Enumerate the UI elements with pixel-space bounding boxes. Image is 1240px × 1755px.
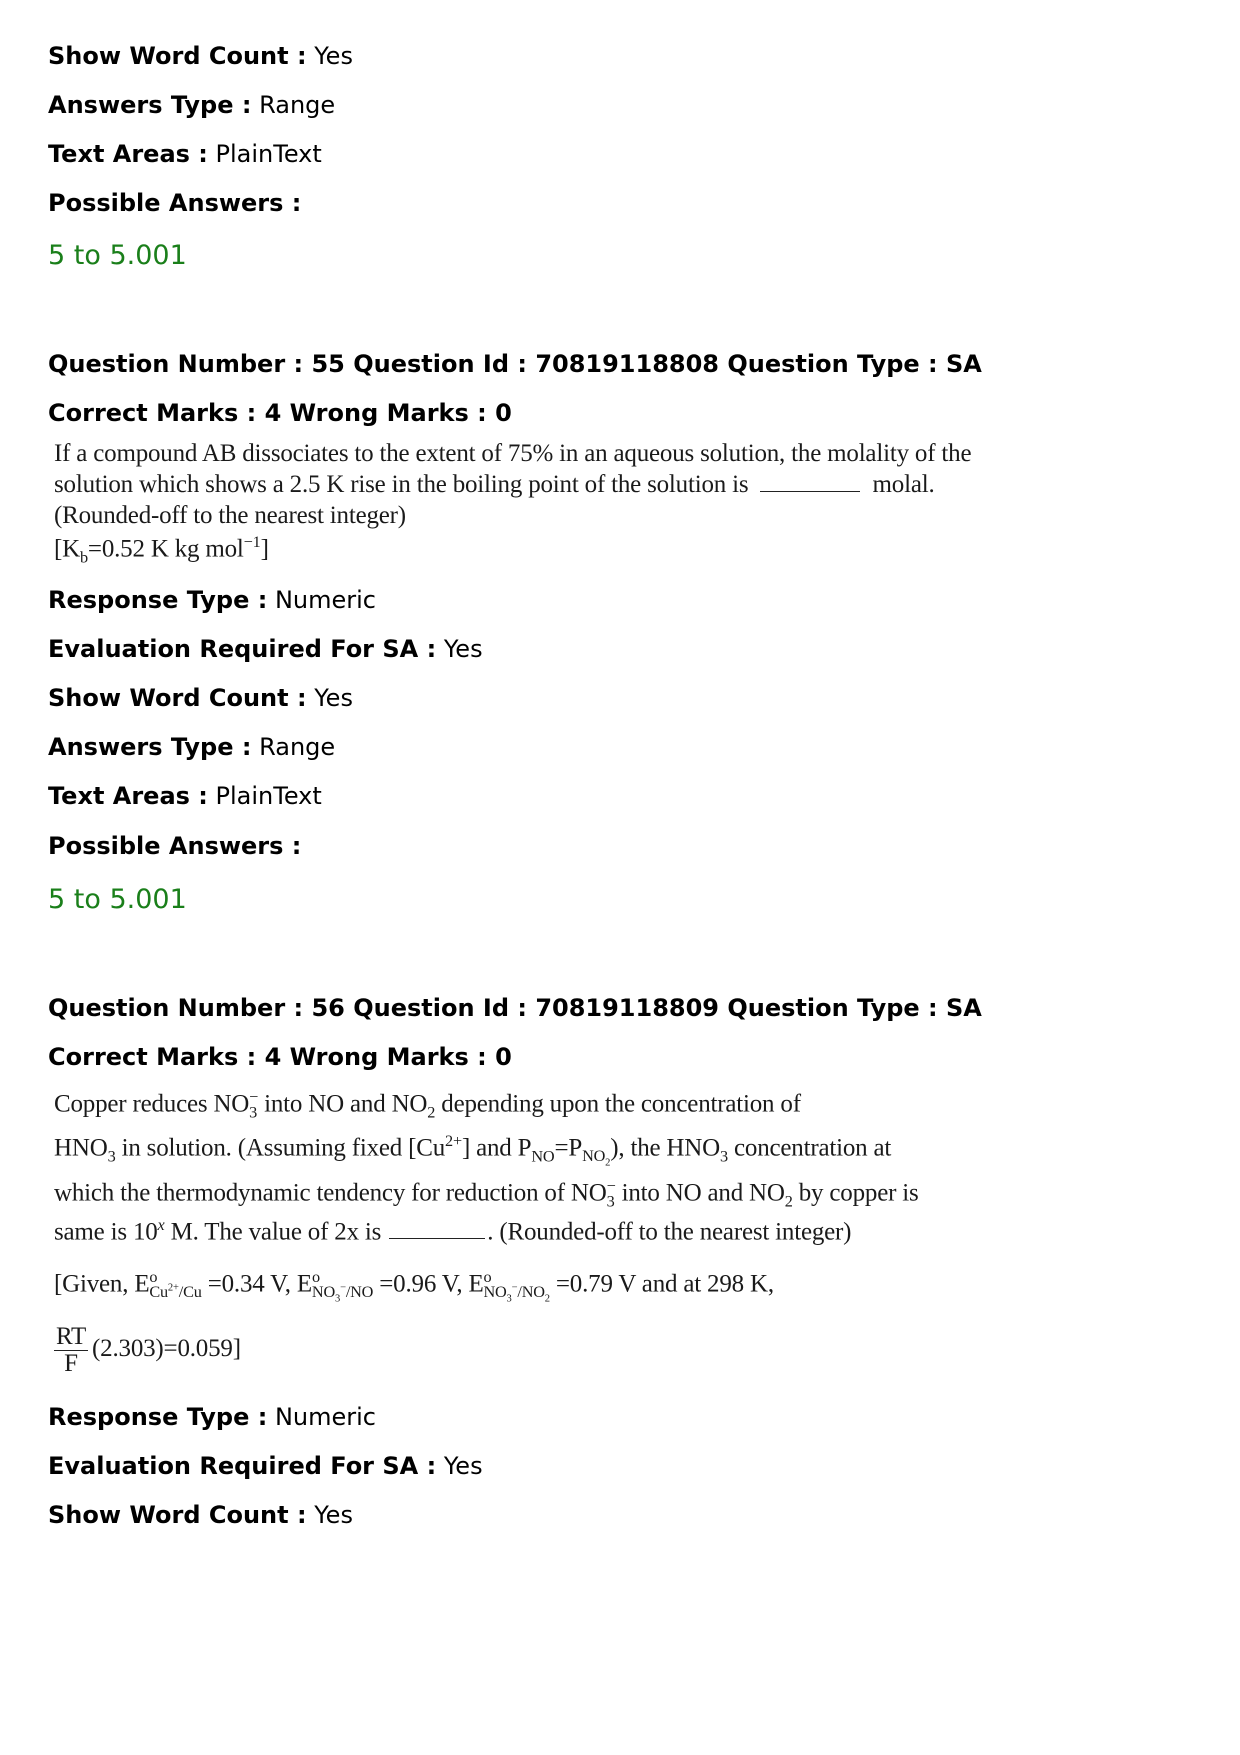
field-label: Text Areas : <box>48 140 208 168</box>
marks-text: Correct Marks : 4 Wrong Marks : 0 <box>48 399 512 427</box>
field-value: Yes <box>314 684 353 712</box>
q56-text: depending upon the concentration of <box>441 1090 801 1118</box>
possible-answers-row <box>48 188 301 218</box>
q56-text: =0.79 V and at 298 K, <box>555 1270 774 1298</box>
q56-evaluation-row <box>48 1451 483 1481</box>
q56-response-type-row <box>48 1402 376 1432</box>
field-label: Answers Type : <box>48 91 252 119</box>
q56-text: =P <box>554 1134 583 1162</box>
q56-line-1: Copper reduces $NO_3^-$ into NO and $NO_2$ depending upon the concentration of <box>54 1088 801 1122</box>
field-value: Yes <box>314 42 353 70</box>
q56-text: which the thermodynamic tendency for reduction of NO <box>54 1179 607 1207</box>
q56-line-4: same is 10$^x$ M. The value of 2x is . (Rounded-off to the nearest integer) <box>54 1216 852 1246</box>
q56-text: same is 10 <box>54 1218 158 1246</box>
kb-subscript: b <box>79 548 88 567</box>
q55-possible-answers-row <box>48 831 301 861</box>
q55-line-1: If a compound AB dissociates to the extent of 75% in an aqueous solution, the molality of the <box>54 440 972 467</box>
field-label: Text Areas : <box>48 782 208 810</box>
q55-evaluation-row <box>48 634 483 664</box>
q55-show-word-count-row <box>48 683 353 713</box>
q55-question-text <box>54 440 972 567</box>
rt-over-f-fraction <box>54 1324 88 1377</box>
q56-text: HNO <box>54 1134 108 1162</box>
question-header-text: Question Number : 55 Question Id : 70819118808 Question Type : SA <box>48 350 982 378</box>
q56-text: in solution. (Assuming fixed [Cu <box>121 1134 446 1162</box>
q55-answers-type-row <box>48 732 335 762</box>
text-areas-row <box>48 139 322 169</box>
field-value: Yes <box>314 1501 353 1529</box>
possible-answer-value: 5 to 5.001 <box>48 240 187 271</box>
field-label: Response Type : <box>48 586 268 614</box>
q55-line-2-unit: molal. <box>872 471 935 498</box>
field-label: Possible Answers : <box>48 189 302 217</box>
field-value: Yes <box>443 635 483 663</box>
kb-superscript: −1 <box>243 533 261 551</box>
field-label: Evaluation Required For SA : <box>48 635 437 663</box>
field-label: Answers Type : <box>48 733 252 761</box>
q56-text: [Given, E <box>54 1270 150 1298</box>
q56-text: . (Rounded-off to the nearest integer) <box>487 1218 852 1246</box>
answer-blank <box>389 1224 485 1239</box>
answer-blank <box>760 477 860 492</box>
q56-text: ), the HNO <box>610 1134 720 1162</box>
question-header-text: Question Number : 56 Question Id : 70819118809 Question Type : SA <box>48 994 982 1022</box>
q55-line-2 <box>54 471 950 499</box>
marks-text: Correct Marks : 4 Wrong Marks : 0 <box>48 1043 512 1071</box>
q55-marks <box>48 398 512 428</box>
q55-response-type-row <box>48 585 376 615</box>
q56-line-5: [Given, $E^o_{Cu^{2+}/Cu} =0.34$ V, $E^o_{NO_3^-/NO} =0.96$ V, $E^o_{NO_3^-/NO_2} =0.79$ V and at 298 K, <box>54 1268 774 1305</box>
kb-value: =0.52 K kg mol <box>87 535 244 563</box>
fraction-numerator: RT <box>56 1323 87 1350</box>
field-value: Numeric <box>274 1403 376 1431</box>
q56-text: by copper is <box>798 1179 919 1207</box>
field-label: Response Type : <box>48 1403 268 1431</box>
q55-header <box>48 349 982 379</box>
field-value: Range <box>259 91 336 119</box>
q56-line-6 <box>54 1324 241 1377</box>
q55-text-areas-row <box>48 781 322 811</box>
field-value: PlainText <box>215 782 322 810</box>
fraction-denominator: F <box>64 1350 78 1377</box>
q56-marks <box>48 1042 512 1072</box>
q56-text: M. The value of 2x is <box>170 1218 382 1246</box>
field-label: Evaluation Required For SA : <box>48 1452 437 1480</box>
q56-question-text <box>54 1088 954 1388</box>
kb-close: ] <box>260 535 269 563</box>
q55-line-4 <box>54 533 269 567</box>
q56-show-word-count-row <box>48 1500 353 1530</box>
q56-line-2: $HNO_3$ in solution. (Assuming fixed $[Cu^{2+}]$ and $P_{NO}=P_{NO_2}$), the $HNO_3$ concentration at <box>54 1132 892 1169</box>
field-value: PlainText <box>215 140 322 168</box>
answers-type-row <box>48 90 335 120</box>
field-label: Show Word Count : <box>48 1501 307 1529</box>
show-word-count-row <box>48 41 353 71</box>
q56-text: =0.96 V, E <box>379 1270 484 1298</box>
field-label: Show Word Count : <box>48 684 307 712</box>
q56-text: into NO and NO <box>621 1179 785 1207</box>
field-label: Possible Answers : <box>48 832 302 860</box>
q56-line-3: which the thermodynamic tendency for reduction of $NO_3^-$ into NO and $NO_2$ by copper is <box>54 1177 919 1211</box>
q56-header <box>48 993 982 1023</box>
q56-text: ] and P <box>461 1134 532 1162</box>
field-value: Yes <box>443 1452 483 1480</box>
field-value: Numeric <box>274 586 376 614</box>
q55-line-2-text: solution which shows a 2.5 K rise in the boiling point of the solution is <box>54 471 749 498</box>
kb-bracket: [K <box>54 535 80 563</box>
q55-line-3: (Rounded-off to the nearest integer) <box>54 502 406 529</box>
q55-possible-answer-value: 5 to 5.001 <box>48 884 187 915</box>
q56-text: concentration at <box>734 1134 892 1162</box>
q56-text: (2.303)=0.059] <box>92 1335 241 1363</box>
field-value: Range <box>259 733 336 761</box>
q56-text: into NO and NO <box>264 1090 428 1118</box>
q56-text: =0.34 V, E <box>207 1270 312 1298</box>
q56-text: Copper reduces NO <box>54 1090 250 1118</box>
field-label: Show Word Count : <box>48 42 307 70</box>
